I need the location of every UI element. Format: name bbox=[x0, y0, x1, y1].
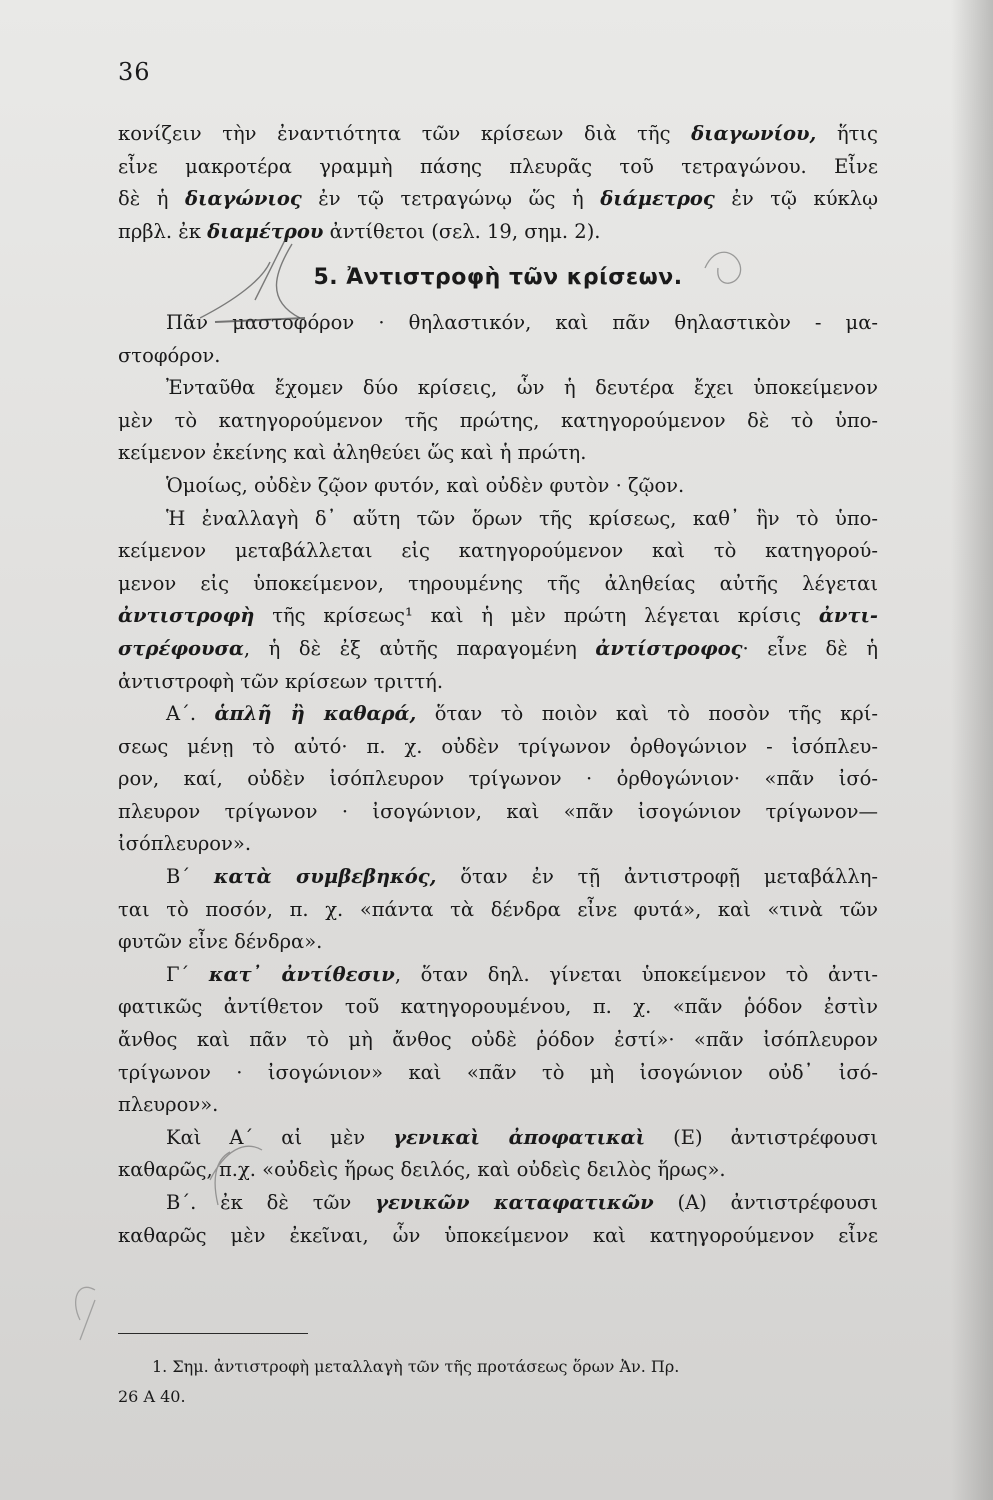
text-run: Ὁμοίως, οὐδὲν ζῷον φυτόν, καὶ οὐδὲν φυτὸν · ζῷον. bbox=[166, 473, 685, 497]
text-line bbox=[118, 1122, 878, 1155]
text-run: , ὅταν δηλ. γίνεται ὑποκείμενον τὸ ἀντι- bbox=[394, 962, 879, 986]
text-run: ἰσόπλευρον». bbox=[118, 832, 252, 856]
text-line bbox=[118, 763, 878, 796]
text-run: ἀντιστροφὴ τῶν κρίσεων τριττή. bbox=[118, 669, 444, 693]
text-line bbox=[118, 731, 878, 764]
text-run: σεως μένῃ τὸ αὐτό· π. χ. οὐδὲν τρίγωνον ὀρθογώνιον - ἰσόπλευ- bbox=[118, 734, 878, 758]
text-run: εἶνε μακροτέρα γραμμὴ πάσης πλευρᾶς τοῦ τετραγώνου. Εἶνε bbox=[118, 154, 878, 178]
text-run: (Ε) ἀντιστρέφουσι bbox=[645, 1125, 878, 1149]
text-line bbox=[118, 568, 878, 601]
page-number: 36 bbox=[118, 58, 151, 86]
text-run: ρον, καί, οὐδὲν ἰσόπλευρον τρίγωνον · ὀρθογώνιον· «πᾶν ἰσό- bbox=[118, 767, 878, 791]
text-run: μενον εἰς ὑποκείμενον, τηρουμένης τῆς ἀληθείας αὐτῆς λέγεται bbox=[118, 571, 878, 595]
text-line bbox=[118, 1057, 878, 1090]
text-run: ται τὸ ποσόν, π. χ. «πάντα τὰ δένδρα εἶνε φυτά», καὶ «τινὰ τῶν bbox=[118, 897, 878, 921]
emphasized-term: ἀντι- bbox=[818, 604, 878, 628]
text-line bbox=[118, 183, 878, 216]
text-line bbox=[118, 1187, 878, 1220]
emphasized-term: ἀντίστροφος bbox=[595, 636, 743, 660]
text-run: πλευρον». bbox=[118, 1093, 219, 1117]
text-line bbox=[118, 151, 878, 184]
footnote-line: 1. Σημ. ἀντιστροφὴ μεταλλαγὴ τῶν τῆς προτάσεως ὅρων Ἀν. Πρ. bbox=[152, 1357, 680, 1376]
text-line bbox=[118, 503, 878, 536]
text-line bbox=[118, 633, 878, 666]
text-line bbox=[118, 666, 878, 699]
emphasized-term: διαμέτρου bbox=[207, 219, 324, 243]
text-line bbox=[118, 340, 878, 373]
text-run: , ἡ δὲ ἐξ αὐτῆς παραγομένη bbox=[243, 636, 596, 660]
emphasized-term: γενικῶν καταφατικῶν bbox=[375, 1191, 654, 1214]
text-line bbox=[118, 1024, 878, 1057]
text-run: ὅταν τὸ ποιὸν καὶ τὸ ποσὸν τῆς κρί- bbox=[416, 702, 878, 726]
text-line bbox=[118, 216, 878, 249]
text-run: Καὶ Α΄ αἱ μὲν bbox=[166, 1125, 394, 1149]
text-run: φυτῶν εἶνε δένδρα». bbox=[118, 930, 323, 954]
text-line bbox=[118, 698, 878, 731]
emphasized-term: ἀντιστροφὴ bbox=[118, 604, 255, 628]
text-run: κείμενον ἐκείνης καὶ ἀληθεύει ὥς καὶ ἡ πρώτη. bbox=[118, 441, 587, 465]
text-run: ἀντίθετοι (σελ. 19, σημ. 2). bbox=[323, 219, 601, 243]
emphasized-term: γενικαὶ ἀποφατικαὶ bbox=[393, 1125, 646, 1149]
emphasized-term: διαγωνίου, bbox=[691, 122, 817, 145]
footnote-rule bbox=[118, 1333, 308, 1334]
emphasized-term: ἁπλῆ ἢ καθαρά, bbox=[214, 702, 417, 726]
text-run: καθαρῶς, π.χ. «οὐδεὶς ἥρως δειλός, καὶ οὐδεὶς δειλὸς ἥρως». bbox=[118, 1158, 726, 1182]
text-run: · εἶνε δὲ ἡ bbox=[742, 636, 879, 660]
section-text bbox=[118, 307, 878, 1252]
text-run: (Α) ἀντιστρέφουσι bbox=[653, 1191, 878, 1214]
text-line bbox=[118, 861, 878, 894]
text-line bbox=[118, 959, 878, 992]
text-run: ἐν τῷ τετραγώνῳ ὥς ἡ bbox=[301, 187, 601, 211]
text-run: ἥτις bbox=[816, 122, 878, 145]
page-binding-shadow bbox=[951, 0, 993, 1500]
text-run: Α΄. bbox=[166, 702, 215, 726]
text-line bbox=[118, 894, 878, 927]
text-run: Ἐνταῦθα ἔχομεν δύο κρίσεις, ὧν ἡ δευτέρα ἔχει ὑποκείμενον bbox=[166, 376, 878, 400]
text-line bbox=[118, 118, 878, 151]
page-body bbox=[118, 118, 878, 1252]
text-run: Πᾶν μαστοφόρον · θηλαστικόν, καὶ πᾶν θηλαστικὸν - μα- bbox=[166, 310, 878, 334]
text-line bbox=[118, 470, 878, 503]
text-run: ὅταν ἐν τῇ ἀντιστροφῇ μεταβάλλη- bbox=[436, 865, 879, 889]
text-run: φατικῶς ἀντίθετον τοῦ κατηγορουμένου, π. χ. «πᾶν ῥόδον ἐστὶν bbox=[118, 995, 878, 1019]
text-line bbox=[118, 372, 878, 405]
text-line bbox=[118, 1154, 878, 1187]
text-line bbox=[118, 926, 878, 959]
text-line bbox=[118, 437, 878, 470]
text-run: κείμενον μεταβάλλεται εἰς κατηγορούμενον καὶ τὸ κατηγορού- bbox=[118, 539, 878, 563]
emphasized-term: διάμετρος bbox=[600, 187, 715, 211]
text-line bbox=[118, 828, 878, 861]
footnote bbox=[118, 1352, 878, 1412]
text-line bbox=[118, 600, 878, 633]
text-run: Ἡ ἐναλλαγὴ δ᾽ αὕτη τῶν ὅρων τῆς κρίσεως, καθ᾽ ἣν τὸ ὑπο- bbox=[166, 506, 878, 530]
text-run: τρίγωνον · ἰσογώνιον» καὶ «πᾶν τὸ μὴ ἰσογώνιον οὐδ᾽ ἰσό- bbox=[118, 1060, 878, 1084]
emphasized-term: στρέφουσα bbox=[118, 636, 244, 660]
footnote-line: 26 Α 40. bbox=[118, 1387, 186, 1406]
text-run: μὲν τὸ κατηγορούμενον τῆς πρώτης, κατηγορούμενον δὲ τὸ ὑπο- bbox=[118, 408, 878, 432]
text-run: Β΄ bbox=[166, 865, 214, 889]
paragraph-diagonal bbox=[118, 118, 878, 248]
text-line bbox=[118, 1220, 878, 1253]
text-line bbox=[118, 307, 878, 340]
text-run: πρβλ. ἐκ bbox=[118, 219, 208, 243]
text-run: ἄνθος καὶ πᾶν τὸ μὴ ἄνθος οὐδὲ ῥόδον ἐστί»· «πᾶν ἰσόπλευρον bbox=[118, 1028, 878, 1052]
text-line bbox=[118, 1089, 878, 1122]
text-run: καθαρῶς μὲν ἐκεῖναι, ὧν ὑποκείμενον καὶ κατηγορούμενον εἶνε bbox=[118, 1223, 878, 1247]
text-run: ἐν τῷ κύκλῳ bbox=[714, 187, 878, 211]
emphasized-term: διαγώνιος bbox=[185, 187, 302, 211]
text-run: δὲ ἡ bbox=[118, 187, 186, 211]
text-run: Γ΄ bbox=[166, 962, 209, 986]
text-line bbox=[118, 405, 878, 438]
text-line bbox=[118, 991, 878, 1024]
text-run: Β΄. ἐκ δὲ τῶν bbox=[166, 1191, 376, 1214]
section-heading: 5. Ἀντιστροφὴ τῶν κρίσεων. bbox=[313, 265, 683, 291]
text-run: κονίζειν τὴν ἐναντιότητα τῶν κρίσεων διὰ τῆς bbox=[118, 122, 692, 145]
text-run: τῆς κρίσεως¹ καὶ ἡ μὲν πρώτη λέγεται κρίσις bbox=[254, 604, 819, 628]
emphasized-term: κατ᾽ ἀντίθεσιν bbox=[208, 962, 395, 986]
emphasized-term: κατὰ συμβεβηκός, bbox=[213, 865, 437, 889]
text-run: πλευρον τρίγωνον · ἰσογώνιον, καὶ «πᾶν ἰσογώνιον τρίγωνον— bbox=[118, 799, 878, 823]
text-line bbox=[118, 535, 878, 568]
text-run: στοφόρον. bbox=[118, 343, 221, 367]
text-line bbox=[118, 796, 878, 829]
